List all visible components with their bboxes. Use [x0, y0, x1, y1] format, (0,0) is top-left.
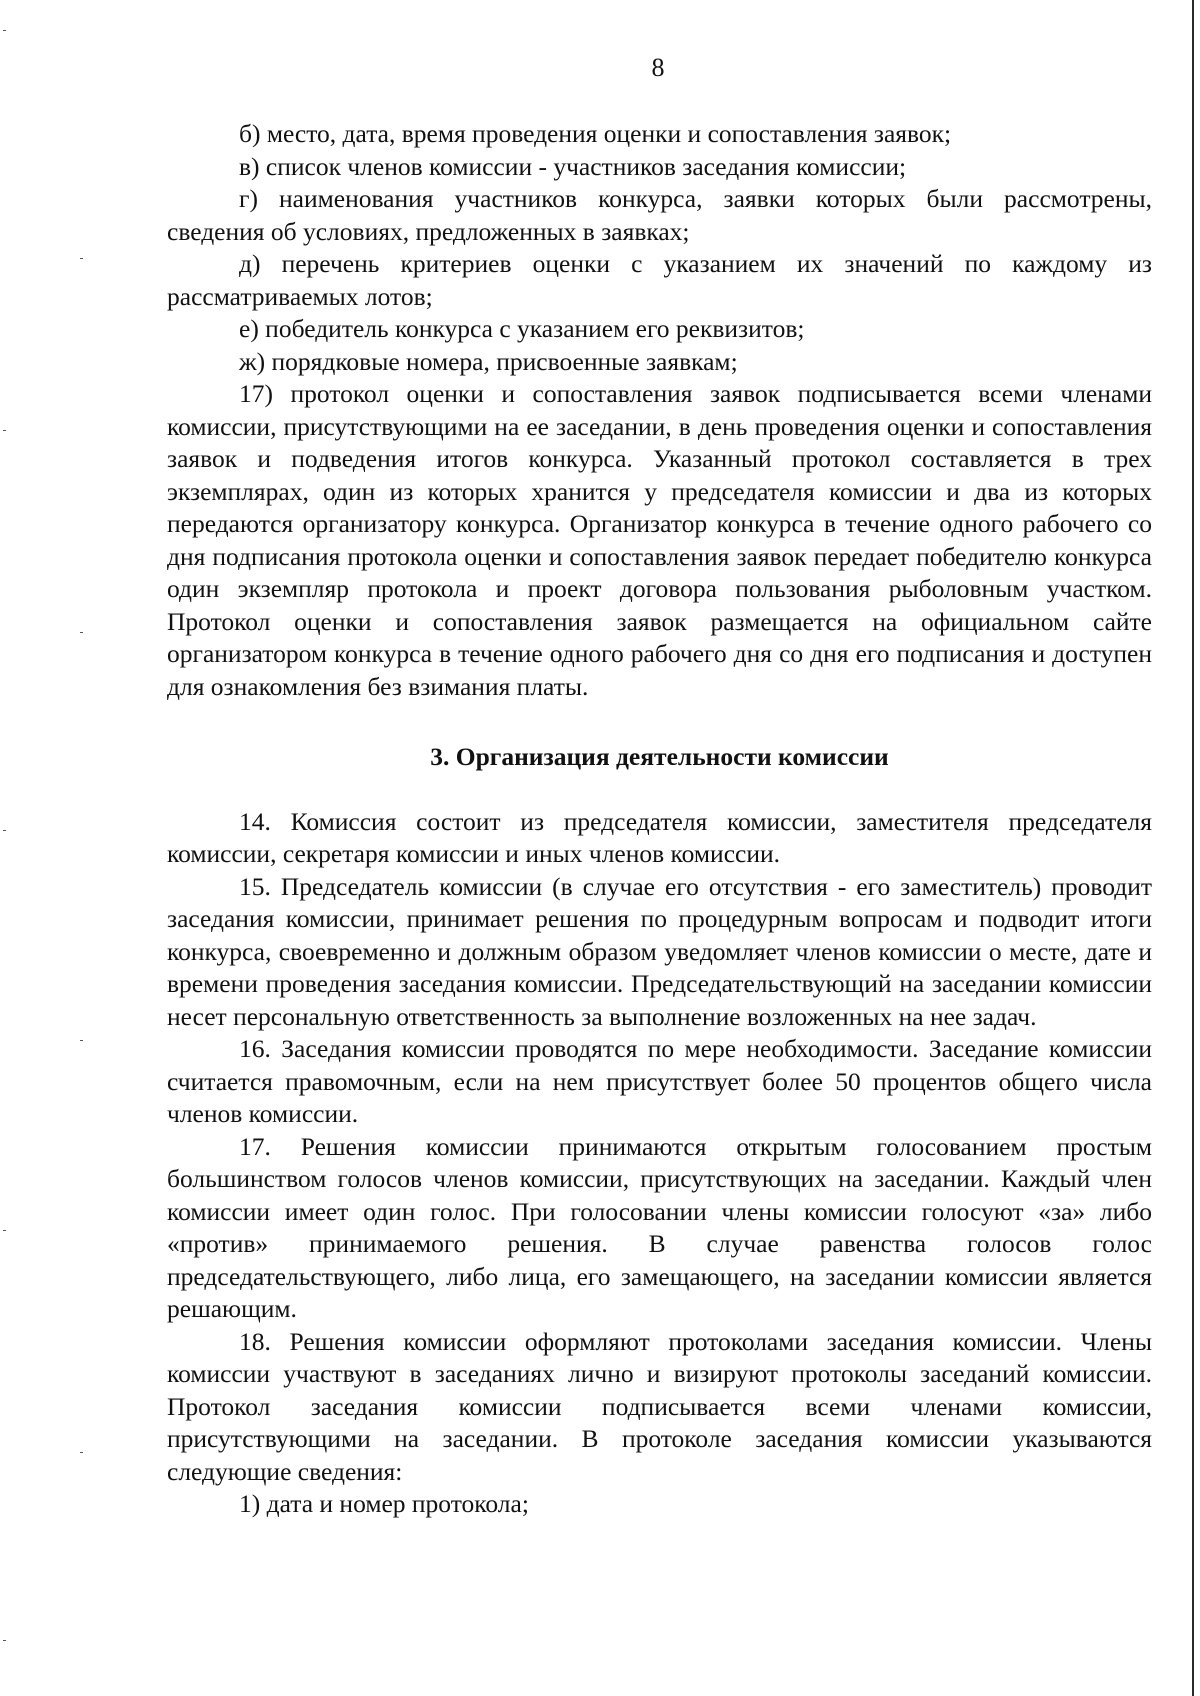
scan-speck [80, 1452, 83, 1453]
scan-speck [3, 1230, 6, 1231]
paragraph-17-protocol: 17) протокол оценки и сопоставления заявок подписывается всеми членами комиссии, присутствующими на ее заседании, в день проведения оценки и сопоставления заявок и подведения итогов конкурса. Указанный протокол составляется в трех экземплярах, один из которых хранится у председателя комиссии и два из которых передаются организатору конкурса. Организатор конкурса в течение одного рабочего со дня подписания протокола оценки и сопоставления заявок передает победителю конкурса один экземпляр протокола и проект договора пользования рыболовным участком. Протокол оценки и сопоставления заявок размещается на официальном сайте организатором конкурса в течение одного рабочего дня со дня его подписания и доступен для ознакомления без взимания платы. [167, 379, 1152, 701]
paragraph-14: 14. Комиссия состоит из председателя комиссии, заместителя председателя комиссии, секретаря комиссии и иных членов комиссии. [167, 806, 1152, 868]
scan-speck [3, 830, 6, 831]
list-item-zh: ж) порядковые номера, присвоенные заявкам; [239, 346, 738, 376]
paragraph-17: 17. Решения комиссии принимаются открытым голосованием простым большинством голосов членов комиссии, присутствующих на заседании. Каждый член комиссии имеет один голос. При голосовании члены комиссии голосуют «за» либо «против» принимаемого решения. В случае равенства голосов голос председательствующего, либо лица, его замещающего, на заседании комиссии является решающим. [167, 1131, 1152, 1323]
list-item-d: д) перечень критериев оценки с указанием их значений по каждому из рассматриваемых лотов; [167, 249, 1152, 311]
scan-speck [3, 30, 6, 31]
list-item-e: е) победитель конкурса с указанием его реквизитов; [239, 314, 805, 343]
scan-speck [80, 632, 83, 633]
list-item-b: б) место, дата, время проведения оценки и сопоставления заявок; [239, 119, 952, 148]
list-item-v: в) список членов комиссии - участников заседания комиссии; [239, 151, 907, 181]
page-number: 8 [651, 53, 665, 82]
document-body [167, 118, 1152, 1521]
paragraph-16: 16. Заседания комиссии проводятся по мере необходимости. Заседание комиссии считается правомочным, если на нем присутствует более 50 процентов общего числа членов комиссии. [167, 1034, 1152, 1128]
scan-speck [80, 1040, 83, 1041]
paragraph-15: 15. Председатель комиссии (в случае его отсутствия - его заместитель) проводит заседания комиссии, принимает решения по процедурным вопросам и подводит итоги конкурса, своевременно и должным образом уведомляет членов комиссии о месте, дате и времени проведения заседания комиссии. Председательствующий на заседании комиссии несет персональную ответственность за выполнение возложенных на нее задач. [167, 871, 1152, 1031]
section-heading: 3. Организация деятельности комиссии [430, 742, 889, 771]
paragraph-18: 18. Решения комиссии оформляют протоколами заседания комиссии. Члены комиссии участвуют в заседаниях лично и визируют протоколы заседаний комиссии. Протокол заседания комиссии подписывается всеми членами комиссии, присутствующими на заседании. В протоколе заседания комиссии указываются следующие сведения: [167, 1326, 1152, 1486]
scan-edge-line [1192, 0, 1194, 1696]
list-item-1: 1) дата и номер протокола; [239, 1489, 529, 1518]
scan-speck [3, 430, 6, 431]
scan-speck [3, 1640, 6, 1641]
scan-speck [80, 258, 83, 259]
list-item-g: г) наименования участников конкурса, заявки которых были рассмотрены, сведения об условиях, предложенных в заявках; [167, 184, 1152, 246]
